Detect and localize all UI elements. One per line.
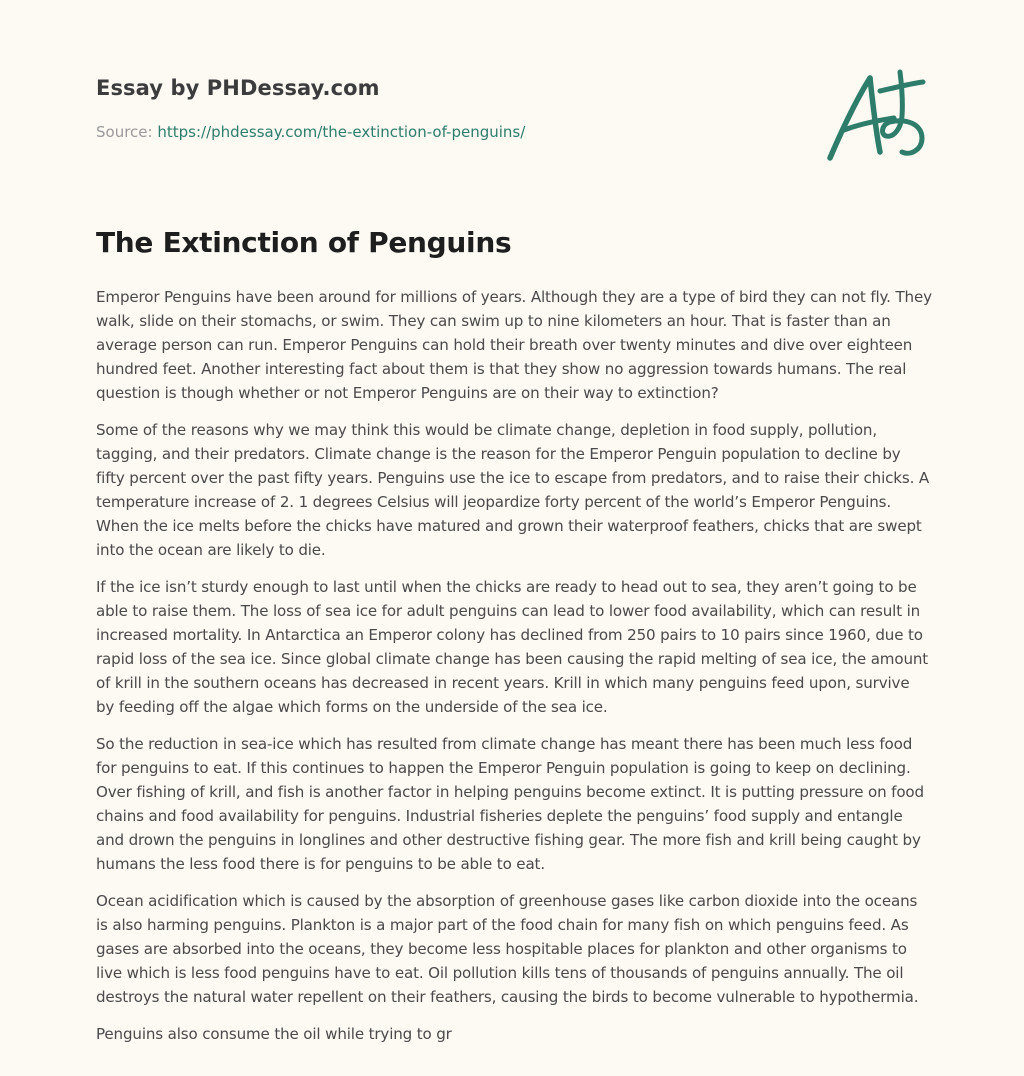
page-header xyxy=(96,76,796,141)
paragraph: If the ice isn’t sturdy enough to last until when the chicks are ready to head out to sea, they aren’t going to be able to raise them. The loss of sea ice for adult penguins can lead to lower food availability, which can result in increased mortality. In Antarctica an Emperor colony has declined from 250 pairs to 10 pairs since 1960, due to rapid loss of the sea ice. Since global climate change has been causing the rapid melting of sea ice, the amount of krill in the southern oceans has decreased in recent years. Krill in which many penguins feed upon, survive by feeding off the algae which forms on the underside of the sea ice. xyxy=(96,578,929,716)
article-body xyxy=(96,285,932,1059)
source-label: Source: xyxy=(96,123,153,141)
paragraph: Some of the reasons why we may think this would be climate change, depletion in food supply, pollution, tagging, and their predators. Climate change is the reason for the Emperor Penguin population to decline by fifty percent over the past fifty years. Penguins use the ice to escape from predators, and to raise their chicks. A temperature increase of 2. 1 degrees Celsius will jeopardize forty percent of the world’s Emperor Penguins. When the ice melts before the chicks have matured and grown their waterproof feathers, chicks that are swept into the ocean are likely to die. xyxy=(96,421,930,559)
paragraph: Emperor Penguins have been around for millions of years. Although they are a type of bird they can not fly. They walk, slide on their stomachs, or swim. They can swim up to nine kilometers an hour. That is faster than an average person can run. Emperor Penguins can hold their breath over twenty minutes and dive over eighteen hundred feet. Another interesting fact about them is that they show no aggression towards humans. The real question is though whether or not Emperor Penguins are on their way to extinction? xyxy=(96,288,932,402)
source-line xyxy=(96,123,796,141)
paragraph-truncated: Penguins also consume the oil while trying to gr xyxy=(96,1025,452,1043)
article-title: The Extinction of Penguins xyxy=(96,226,512,259)
paragraph: Ocean acidification which is caused by the absorption of greenhouse gases like carbon dioxide into the oceans is also harming penguins. Plankton is a major part of the food chain for many fish on which penguins feed. As gases are absorbed into the oceans, they become less hospitable places for plankton and other organisms to live which is less food penguins have to eat. Oil pollution kills tens of thousands of penguins annually. The oil destroys the natural water repellent on their feathers, causing the birds to become vulnerable to hypothermia. xyxy=(96,892,919,1006)
a-plus-logo-icon xyxy=(820,66,930,166)
source-link[interactable]: https://phdessay.com/the-extinction-of-penguins/ xyxy=(157,123,526,141)
site-title: Essay by PHDessay.com xyxy=(96,76,380,100)
paragraph: So the reduction in sea-ice which has resulted from climate change has meant there has been much less food for penguins to eat. If this continues to happen the Emperor Penguin population is going to keep on declining. Over fishing of krill, and fish is another factor in helping penguins become extinct. It is putting pressure on food chains and food availability for penguins. Industrial fisheries deplete the penguins’ food supply and entangle and drown the penguins in longlines and other destructive fishing gear. The more fish and krill being caught by humans the less food there is for penguins to be able to eat. xyxy=(96,735,924,873)
